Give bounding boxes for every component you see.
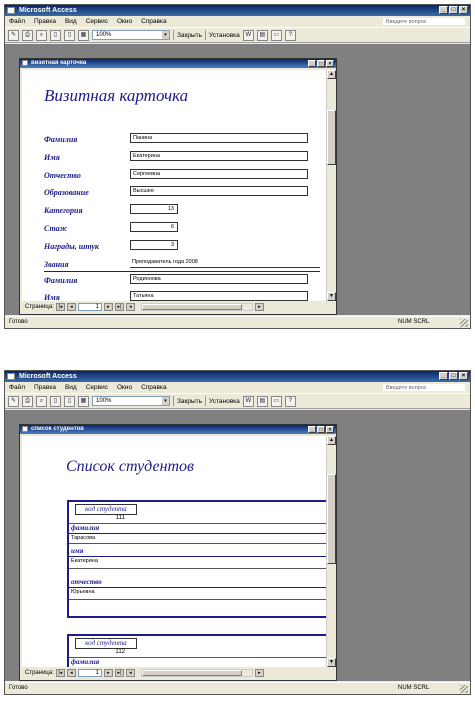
scroll-left-arrow-icon[interactable]: ◂ bbox=[126, 303, 135, 311]
report-close-button[interactable]: × bbox=[326, 60, 334, 67]
menu-tools[interactable]: Сервис bbox=[85, 384, 108, 391]
toolbar-separator bbox=[173, 30, 174, 40]
report-titlebar bbox=[20, 59, 336, 68]
student-id-value: 111 bbox=[115, 515, 125, 521]
field-label-lastname: Фамилия bbox=[44, 276, 78, 285]
student-patronymic-label: отчество bbox=[71, 578, 102, 586]
app-title: Microsoft Access bbox=[19, 7, 77, 14]
field-label-education: Образование bbox=[44, 188, 89, 197]
report-maximize-button[interactable]: □ bbox=[317, 60, 325, 67]
menu-help[interactable]: Справка bbox=[141, 18, 167, 25]
student-firstname-value: Екатерина bbox=[71, 558, 98, 564]
page-nav-label: Страница: bbox=[25, 304, 54, 310]
report-page bbox=[22, 70, 327, 301]
vertical-scrollbar[interactable] bbox=[326, 70, 335, 301]
field-divider bbox=[69, 587, 327, 588]
scroll-down-arrow-icon[interactable]: ▼ bbox=[327, 292, 336, 301]
field-value-lastname: Родионова bbox=[130, 274, 308, 284]
menu-help[interactable]: Справка bbox=[141, 384, 167, 391]
horizontal-scroll-thumb[interactable] bbox=[142, 670, 242, 676]
field-value-firstname: Екатерина bbox=[130, 151, 308, 161]
chevron-down-icon: ▾ bbox=[162, 397, 169, 405]
magnify-icon[interactable]: ⌕ bbox=[36, 30, 47, 41]
one-page-icon[interactable]: ▯ bbox=[50, 396, 61, 407]
menu-bar bbox=[5, 16, 470, 28]
database-window-icon[interactable]: ▤ bbox=[257, 30, 268, 41]
field-label-category: Категория bbox=[44, 206, 83, 215]
access-window-student-list bbox=[4, 370, 471, 695]
report-window-business-card bbox=[19, 58, 337, 315]
field-label-experience: Стаж bbox=[44, 224, 68, 233]
report-title: Список студентов bbox=[66, 458, 194, 475]
horizontal-scrollbar[interactable] bbox=[141, 303, 253, 311]
page-navigation-bar bbox=[22, 667, 327, 679]
minimize-button[interactable]: _ bbox=[439, 372, 448, 380]
page-setup-button[interactable]: Установка bbox=[209, 31, 240, 39]
page-number-input[interactable]: 1 bbox=[78, 303, 102, 311]
access-window-business-card bbox=[4, 4, 471, 329]
menu-window[interactable]: Окно bbox=[116, 18, 133, 25]
close-preview-button[interactable]: Закрыть bbox=[177, 31, 203, 39]
page-number-input[interactable]: 1 bbox=[78, 669, 102, 677]
report-window-title: список студентов bbox=[31, 426, 84, 432]
last-page-icon[interactable]: ▸| bbox=[115, 669, 124, 677]
zoom-value: 100% bbox=[96, 398, 112, 404]
field-value-patronymic: Сергеевна bbox=[130, 169, 308, 179]
print-preview-toolbar bbox=[5, 394, 470, 409]
new-object-icon[interactable]: ▭ bbox=[271, 30, 282, 41]
help-icon[interactable]: ? bbox=[285, 30, 296, 41]
magnify-icon[interactable]: ⌕ bbox=[36, 396, 47, 407]
menu-window[interactable]: Окно bbox=[116, 384, 133, 391]
field-divider bbox=[69, 523, 327, 524]
field-value-lastname: Панина bbox=[130, 133, 308, 143]
office-links-icon[interactable]: W bbox=[243, 396, 254, 407]
report-icon bbox=[22, 60, 28, 66]
page-setup-button[interactable]: Установка bbox=[209, 397, 240, 405]
view-icon[interactable]: ✎ bbox=[8, 396, 19, 407]
vertical-scroll-thumb[interactable] bbox=[327, 110, 336, 165]
student-id-value: 112 bbox=[115, 649, 125, 655]
report-page bbox=[22, 436, 327, 667]
view-icon[interactable]: ✎ bbox=[8, 30, 19, 41]
access-app-icon bbox=[7, 373, 15, 380]
close-button[interactable]: × bbox=[459, 6, 468, 14]
field-value-education: Высшее bbox=[130, 186, 308, 196]
app-title: Microsoft Access bbox=[19, 373, 77, 380]
close-preview-button[interactable]: Закрыть bbox=[177, 397, 203, 405]
mdi-workspace bbox=[5, 44, 470, 315]
print-icon[interactable]: ⎙ bbox=[22, 396, 33, 407]
scroll-up-arrow-icon[interactable]: ▲ bbox=[327, 436, 336, 445]
access-app-icon bbox=[7, 7, 15, 14]
toolbar-separator bbox=[205, 30, 206, 40]
status-indicators: NUM SCRL bbox=[398, 319, 430, 325]
field-divider bbox=[69, 599, 327, 600]
scroll-right-arrow-icon[interactable]: ▸ bbox=[255, 303, 264, 311]
page-nav-label: Страница: bbox=[25, 670, 54, 676]
scroll-down-arrow-icon[interactable]: ▼ bbox=[327, 658, 336, 667]
help-question-input[interactable]: Введите вопрос bbox=[382, 383, 466, 392]
field-label-titles: Звания bbox=[44, 260, 69, 269]
office-links-icon[interactable]: W bbox=[243, 30, 254, 41]
toolbar-separator bbox=[205, 396, 206, 406]
vertical-scrollbar[interactable] bbox=[326, 436, 335, 667]
student-id-label: код студента bbox=[75, 638, 137, 649]
scroll-up-arrow-icon[interactable]: ▲ bbox=[327, 70, 336, 79]
student-lastname-label: фамилия bbox=[71, 658, 100, 666]
new-object-icon[interactable]: ▭ bbox=[271, 396, 282, 407]
field-value-firstname: Татьяна bbox=[130, 291, 308, 301]
field-label-firstname: Имя bbox=[44, 153, 60, 162]
menu-file[interactable]: Файл bbox=[9, 18, 25, 25]
two-pages-icon[interactable]: ▯ bbox=[64, 30, 75, 41]
next-page-icon[interactable]: ▸ bbox=[104, 303, 113, 311]
field-divider bbox=[69, 556, 327, 557]
app-titlebar bbox=[5, 5, 470, 16]
menu-file[interactable]: Файл bbox=[9, 384, 25, 391]
multiple-pages-icon[interactable]: ▦ bbox=[78, 396, 89, 407]
zoom-select[interactable] bbox=[92, 30, 170, 40]
last-page-icon[interactable]: ▸| bbox=[115, 303, 124, 311]
close-button[interactable]: × bbox=[459, 372, 468, 380]
field-label-firstname: Имя bbox=[44, 293, 60, 301]
field-value-experience: 6 bbox=[130, 222, 178, 232]
horizontal-scrollbar[interactable] bbox=[141, 669, 253, 677]
resize-grip-icon[interactable] bbox=[460, 319, 468, 327]
report-title: Визитная карточка bbox=[44, 86, 189, 105]
menu-tools[interactable]: Сервис bbox=[85, 18, 108, 25]
field-divider bbox=[69, 568, 327, 569]
multiple-pages-icon[interactable]: ▦ bbox=[78, 30, 89, 41]
maximize-button[interactable]: □ bbox=[449, 372, 458, 380]
chevron-down-icon: ▾ bbox=[162, 31, 169, 39]
previous-page-icon[interactable]: ◂ bbox=[67, 669, 76, 677]
report-window-title: визитная карточка bbox=[31, 60, 87, 66]
previous-page-icon[interactable]: ◂ bbox=[67, 303, 76, 311]
one-page-icon[interactable]: ▯ bbox=[50, 30, 61, 41]
menu-bar bbox=[5, 382, 470, 394]
app-titlebar bbox=[5, 371, 470, 382]
field-label-patronymic: Отчество bbox=[44, 171, 81, 180]
report-close-button[interactable]: × bbox=[326, 426, 334, 433]
status-text: Готово bbox=[9, 685, 28, 691]
first-page-icon[interactable]: |◂ bbox=[56, 303, 65, 311]
student-record bbox=[67, 500, 327, 618]
report-titlebar bbox=[20, 425, 336, 434]
toolbar-separator bbox=[173, 396, 174, 406]
field-value-titles: Преподаватель года 2008 bbox=[130, 258, 320, 268]
status-bar bbox=[5, 316, 470, 328]
first-page-icon[interactable]: |◂ bbox=[56, 669, 65, 677]
field-value-awards: 3 bbox=[130, 240, 178, 250]
page-navigation-bar bbox=[22, 301, 327, 313]
zoom-select[interactable] bbox=[92, 396, 170, 406]
student-record bbox=[67, 634, 327, 667]
scroll-left-arrow-icon[interactable]: ◂ bbox=[126, 669, 135, 677]
print-preview-toolbar bbox=[5, 28, 470, 43]
student-lastname-label: фамилия bbox=[71, 524, 100, 532]
scroll-right-arrow-icon[interactable]: ▸ bbox=[255, 669, 264, 677]
mdi-workspace bbox=[5, 410, 470, 681]
field-divider bbox=[69, 543, 327, 544]
zoom-value: 100% bbox=[96, 32, 112, 38]
status-bar bbox=[5, 682, 470, 694]
field-label-lastname: Фамилия bbox=[44, 135, 78, 144]
field-divider bbox=[69, 657, 327, 658]
report-minimize-button[interactable]: _ bbox=[308, 426, 316, 433]
menu-edit[interactable]: Правка bbox=[33, 384, 56, 391]
record-divider bbox=[44, 271, 320, 272]
report-minimize-button[interactable]: _ bbox=[308, 60, 316, 67]
student-id-label: код студента bbox=[75, 504, 137, 515]
help-question-input[interactable]: Введите вопрос bbox=[382, 17, 466, 26]
menu-edit[interactable]: Правка bbox=[33, 18, 56, 25]
field-label-awards: Награды, штук bbox=[44, 242, 99, 251]
status-indicators: NUM SCRL bbox=[398, 685, 430, 691]
minimize-button[interactable]: _ bbox=[439, 6, 448, 14]
student-firstname-label: имя bbox=[71, 547, 84, 555]
database-window-icon[interactable]: ▤ bbox=[257, 396, 268, 407]
report-icon bbox=[22, 426, 28, 432]
student-lastname-value: Тарасова bbox=[71, 535, 96, 541]
next-page-icon[interactable]: ▸ bbox=[104, 669, 113, 677]
report-maximize-button[interactable]: □ bbox=[317, 426, 325, 433]
field-value-category: 13 bbox=[130, 204, 178, 214]
menu-view[interactable]: Вид bbox=[64, 384, 77, 391]
menu-view[interactable]: Вид bbox=[64, 18, 77, 25]
report-window-student-list bbox=[19, 424, 337, 681]
print-icon[interactable]: ⎙ bbox=[22, 30, 33, 41]
field-divider bbox=[69, 533, 327, 534]
horizontal-scroll-thumb[interactable] bbox=[142, 304, 242, 310]
maximize-button[interactable]: □ bbox=[449, 6, 458, 14]
status-text: Готово bbox=[9, 319, 28, 325]
two-pages-icon[interactable]: ▯ bbox=[64, 396, 75, 407]
vertical-scroll-thumb[interactable] bbox=[327, 474, 336, 564]
student-patronymic-value: Юрьевна bbox=[71, 589, 95, 595]
help-icon[interactable]: ? bbox=[285, 396, 296, 407]
resize-grip-icon[interactable] bbox=[460, 685, 468, 693]
